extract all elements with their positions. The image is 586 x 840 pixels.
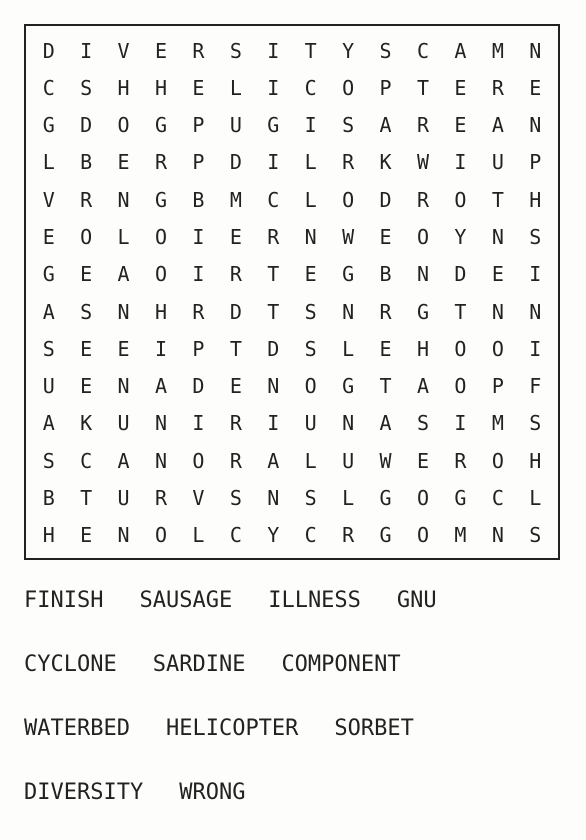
grid-cell[interactable]: O (454, 187, 467, 212)
grid-cell[interactable]: L (117, 225, 130, 250)
grid-cell[interactable]: B (80, 150, 93, 175)
grid-cell[interactable]: E (379, 225, 392, 250)
grid-cell[interactable]: I (154, 336, 168, 361)
grid-cell[interactable]: C (304, 75, 317, 100)
grid-cell[interactable]: E (192, 75, 205, 100)
grid-cell[interactable]: E (304, 262, 317, 287)
letter-grid (24, 24, 560, 560)
grid-cell[interactable]: O (192, 448, 205, 473)
grid-cell[interactable]: G (416, 299, 430, 324)
grid-cell[interactable]: I (267, 411, 280, 436)
grid-cell[interactable]: G (42, 113, 55, 138)
grid-cell[interactable]: A (379, 411, 392, 436)
grid-cell[interactable]: K (379, 150, 392, 175)
grid-cell[interactable]: N (491, 299, 504, 324)
grid-cell[interactable]: A (154, 374, 168, 399)
grid-cell[interactable]: M (491, 411, 504, 436)
grid-cell[interactable]: O (154, 523, 168, 548)
grid-cell[interactable]: S (42, 448, 55, 473)
grid-cell[interactable]: V (42, 187, 55, 212)
grid-cell[interactable]: S (42, 336, 55, 361)
grid-cell[interactable]: L (42, 150, 55, 175)
grid-cell[interactable]: G (267, 113, 280, 138)
grid-cell[interactable]: R (342, 150, 355, 175)
grid-cell[interactable]: R (379, 299, 392, 324)
grid-cell[interactable]: U (491, 150, 504, 175)
grid-cell[interactable]: D (192, 374, 205, 399)
grid-cell[interactable]: H (529, 187, 542, 212)
grid-cell[interactable]: U (42, 374, 55, 399)
grid-cell[interactable]: G (342, 262, 355, 287)
grid-cell[interactable]: L (342, 336, 355, 361)
grid-cell[interactable]: A (267, 448, 280, 473)
grid-cell[interactable]: E (117, 150, 130, 175)
grid-cell[interactable]: S (416, 411, 430, 436)
grid-cell[interactable]: I (192, 262, 205, 287)
grid-cell[interactable]: Y (454, 225, 467, 250)
grid-cell[interactable]: D (379, 187, 392, 212)
grid-cell[interactable]: O (117, 113, 130, 138)
grid-cell[interactable]: O (491, 336, 504, 361)
grid-cell[interactable]: I (267, 38, 280, 63)
grid-cell[interactable]: F (529, 374, 542, 399)
grid-cell[interactable]: P (491, 374, 504, 399)
grid-cell[interactable]: R (491, 75, 504, 100)
grid-cell[interactable]: P (379, 75, 392, 100)
grid-cell[interactable]: R (454, 448, 467, 473)
word-item: WATERBED (24, 716, 130, 741)
grid-cell[interactable]: N (304, 225, 317, 250)
grid-cell[interactable]: I (267, 150, 280, 175)
grid-cell[interactable]: U (117, 411, 130, 436)
grid-cell[interactable]: P (529, 150, 542, 175)
grid-cell[interactable]: D (267, 336, 280, 361)
grid-cell[interactable]: E (416, 448, 430, 473)
grid-cell[interactable]: E (117, 336, 130, 361)
grid-cell[interactable]: R (416, 113, 430, 138)
grid-cell[interactable]: E (80, 523, 93, 548)
grid-cell[interactable]: Y (267, 523, 280, 548)
word-row (24, 712, 564, 776)
grid-cell[interactable]: C (267, 187, 280, 212)
grid-cell[interactable]: R (154, 150, 168, 175)
grid-cell[interactable]: I (454, 150, 467, 175)
grid-cell[interactable]: N (154, 448, 168, 473)
grid-cell[interactable]: S (80, 75, 93, 100)
grid-cell[interactable]: C (416, 38, 430, 63)
grid-cell[interactable]: N (117, 523, 130, 548)
grid-cell[interactable]: O (454, 336, 467, 361)
grid-cell[interactable]: C (42, 75, 55, 100)
grid-cell[interactable]: W (416, 150, 430, 175)
grid-cell[interactable]: S (529, 523, 542, 548)
grid-cell[interactable]: V (192, 486, 205, 511)
grid-cell[interactable]: H (416, 336, 430, 361)
grid-cell[interactable]: N (529, 299, 542, 324)
grid-cell[interactable]: M (491, 38, 504, 63)
grid-cell[interactable]: G (379, 523, 392, 548)
grid-cell[interactable]: A (117, 262, 130, 287)
grid-cell[interactable]: M (229, 187, 242, 212)
grid-cell[interactable]: I (267, 75, 280, 100)
grid-cell[interactable]: W (342, 225, 355, 250)
grid-cell[interactable]: O (416, 225, 430, 250)
grid-cell[interactable]: A (379, 113, 392, 138)
word-item: SORBET (334, 716, 414, 741)
grid-cell[interactable]: S (80, 299, 93, 324)
grid-cell[interactable]: N (117, 187, 130, 212)
grid-cell[interactable]: B (192, 187, 205, 212)
grid-cell[interactable]: R (416, 187, 430, 212)
grid-cell[interactable]: C (304, 523, 317, 548)
grid-cell[interactable]: S (379, 38, 392, 63)
grid-cell[interactable]: G (454, 486, 467, 511)
grid-cell[interactable]: E (491, 262, 504, 287)
grid-cell[interactable]: O (416, 523, 430, 548)
word-item: SARDINE (152, 652, 246, 677)
grid-cell[interactable]: O (342, 187, 355, 212)
grid-cell[interactable]: T (80, 486, 93, 511)
grid-cell[interactable]: N (529, 113, 542, 138)
grid-cell[interactable]: D (229, 299, 242, 324)
grid-cell[interactable]: O (154, 262, 168, 287)
grid-cell[interactable]: G (379, 486, 392, 511)
grid-cell[interactable]: R (192, 299, 205, 324)
grid-cell[interactable]: R (267, 225, 280, 250)
grid-cell[interactable]: N (267, 486, 280, 511)
grid-cell[interactable]: R (229, 262, 242, 287)
word-item: GNU (396, 588, 437, 613)
grid-cell[interactable]: A (416, 374, 430, 399)
word-row (24, 648, 564, 712)
grid-cell[interactable]: S (529, 225, 542, 250)
word-item: SAUSAGE (139, 588, 233, 613)
grid-cell[interactable]: L (304, 150, 317, 175)
grid-cell[interactable]: N (529, 38, 542, 63)
grid-cell[interactable]: G (154, 113, 168, 138)
grid-cell[interactable]: A (117, 448, 130, 473)
grid-cell[interactable]: G (342, 374, 355, 399)
grid-cell[interactable]: S (304, 299, 317, 324)
word-row (24, 776, 564, 840)
grid-cell[interactable]: L (342, 486, 355, 511)
grid-cell[interactable]: T (304, 38, 317, 63)
word-item: ILLNESS (268, 588, 361, 613)
grid-cell[interactable]: N (117, 374, 130, 399)
grid-cell[interactable]: K (80, 411, 93, 436)
grid-cell[interactable]: E (154, 38, 168, 63)
grid-cell[interactable]: L (529, 486, 542, 511)
grid-cell[interactable]: R (154, 486, 168, 511)
grid-cell[interactable]: R (342, 523, 355, 548)
grid-cell[interactable]: R (80, 187, 93, 212)
word-item: FINISH (24, 588, 104, 613)
grid-cell[interactable]: U (117, 486, 130, 511)
grid-cell[interactable]: H (154, 299, 168, 324)
grid-cell[interactable]: S (529, 411, 542, 436)
grid-cell[interactable]: E (454, 75, 467, 100)
grid-cell[interactable]: S (229, 38, 242, 63)
word-item: CYCLONE (24, 652, 117, 677)
grid-cell[interactable]: H (42, 523, 55, 548)
grid-cell[interactable]: T (454, 299, 467, 324)
grid-cell[interactable]: U (342, 448, 355, 473)
grid-cell[interactable]: W (379, 448, 392, 473)
word-item: HELICOPTER (165, 716, 299, 741)
grid-cell[interactable]: E (529, 75, 542, 100)
grid-cell[interactable]: O (416, 486, 430, 511)
grid-cell[interactable]: N (342, 299, 355, 324)
grid-cell[interactable]: D (454, 262, 467, 287)
word-item: WRONG (179, 780, 246, 805)
grid-cell[interactable]: C (80, 448, 93, 473)
grid-cell[interactable]: G (42, 262, 55, 287)
grid-cell[interactable]: R (192, 38, 205, 63)
grid-cell[interactable]: S (304, 336, 317, 361)
grid-cell[interactable]: L (192, 523, 205, 548)
grid-cell[interactable]: I (454, 411, 467, 436)
grid-cell[interactable]: S (342, 113, 355, 138)
grid-cell[interactable]: O (80, 225, 93, 250)
grid-cell[interactable]: R (229, 448, 242, 473)
grid-cell[interactable]: L (229, 75, 242, 100)
grid-cell[interactable]: U (304, 411, 317, 436)
grid-cell[interactable]: T (267, 299, 280, 324)
grid-cell[interactable]: S (304, 486, 317, 511)
grid-cell[interactable]: E (80, 374, 93, 399)
grid-cell[interactable]: D (42, 38, 55, 63)
grid-cell[interactable]: D (229, 150, 242, 175)
grid-cell[interactable]: H (154, 75, 168, 100)
grid-cell[interactable]: N (267, 374, 280, 399)
grid-cell[interactable]: C (229, 523, 242, 548)
grid-cell[interactable]: N (416, 262, 430, 287)
word-item: COMPONENT (281, 652, 401, 677)
grid-cell[interactable]: B (42, 486, 55, 511)
grid-cell[interactable]: I (529, 336, 542, 361)
grid-cell[interactable]: P (192, 113, 205, 138)
grid-cell[interactable]: I (192, 411, 205, 436)
grid-cell[interactable]: M (454, 523, 467, 548)
grid-cell[interactable]: E (42, 225, 55, 250)
grid-cell[interactable]: P (192, 336, 205, 361)
grid-cell[interactable]: N (117, 299, 130, 324)
word-list (24, 584, 564, 840)
grid-cell[interactable]: E (229, 374, 242, 399)
grid-cell[interactable]: G (154, 187, 168, 212)
grid-cell[interactable]: S (229, 486, 242, 511)
grid-cell[interactable]: P (192, 150, 205, 175)
word-row (24, 584, 564, 648)
grid-cell[interactable]: T (379, 374, 392, 399)
grid-cell[interactable]: E (454, 113, 467, 138)
grid-cell[interactable]: T (267, 262, 280, 287)
grid-cell[interactable]: O (154, 225, 168, 250)
grid-cell[interactable]: I (80, 38, 93, 63)
grid-cell[interactable]: I (192, 225, 205, 250)
grid-cell[interactable]: C (491, 486, 504, 511)
grid-cell[interactable]: T (416, 75, 430, 100)
grid-cell[interactable]: E (80, 336, 93, 361)
grid-cell[interactable]: E (80, 262, 93, 287)
grid-cell[interactable]: L (304, 187, 317, 212)
grid-cell[interactable]: I (529, 262, 542, 287)
grid-cell[interactable]: L (304, 448, 317, 473)
grid-cell[interactable]: E (229, 225, 242, 250)
grid-cell[interactable]: N (154, 411, 168, 436)
grid-cell[interactable]: V (117, 38, 130, 63)
grid-cell[interactable]: T (229, 336, 242, 361)
grid-cell[interactable]: N (491, 523, 504, 548)
grid-cell[interactable]: N (491, 225, 504, 250)
grid-cell[interactable]: O (491, 448, 504, 473)
grid-cell[interactable]: E (379, 336, 392, 361)
grid-cell[interactable]: A (491, 113, 504, 138)
grid-cell[interactable]: H (117, 75, 130, 100)
grid-cell[interactable]: D (80, 113, 93, 138)
grid-cell[interactable]: T (491, 187, 504, 212)
grid-cell[interactable]: O (342, 75, 355, 100)
grid-cell[interactable]: N (342, 411, 355, 436)
grid-cell[interactable]: O (454, 374, 467, 399)
grid-cell[interactable]: U (229, 113, 242, 138)
grid-cell[interactable]: A (42, 411, 55, 436)
grid-cell[interactable]: A (42, 299, 55, 324)
grid-cell[interactable]: O (304, 374, 317, 399)
grid-cell[interactable]: A (454, 38, 467, 63)
grid-cell[interactable]: H (529, 448, 542, 473)
grid-cell[interactable]: Y (342, 38, 355, 63)
word-item: DIVERSITY (24, 780, 144, 805)
grid-cell[interactable]: B (379, 262, 392, 287)
grid-cell[interactable]: R (229, 411, 242, 436)
grid-cell[interactable]: I (304, 113, 317, 138)
